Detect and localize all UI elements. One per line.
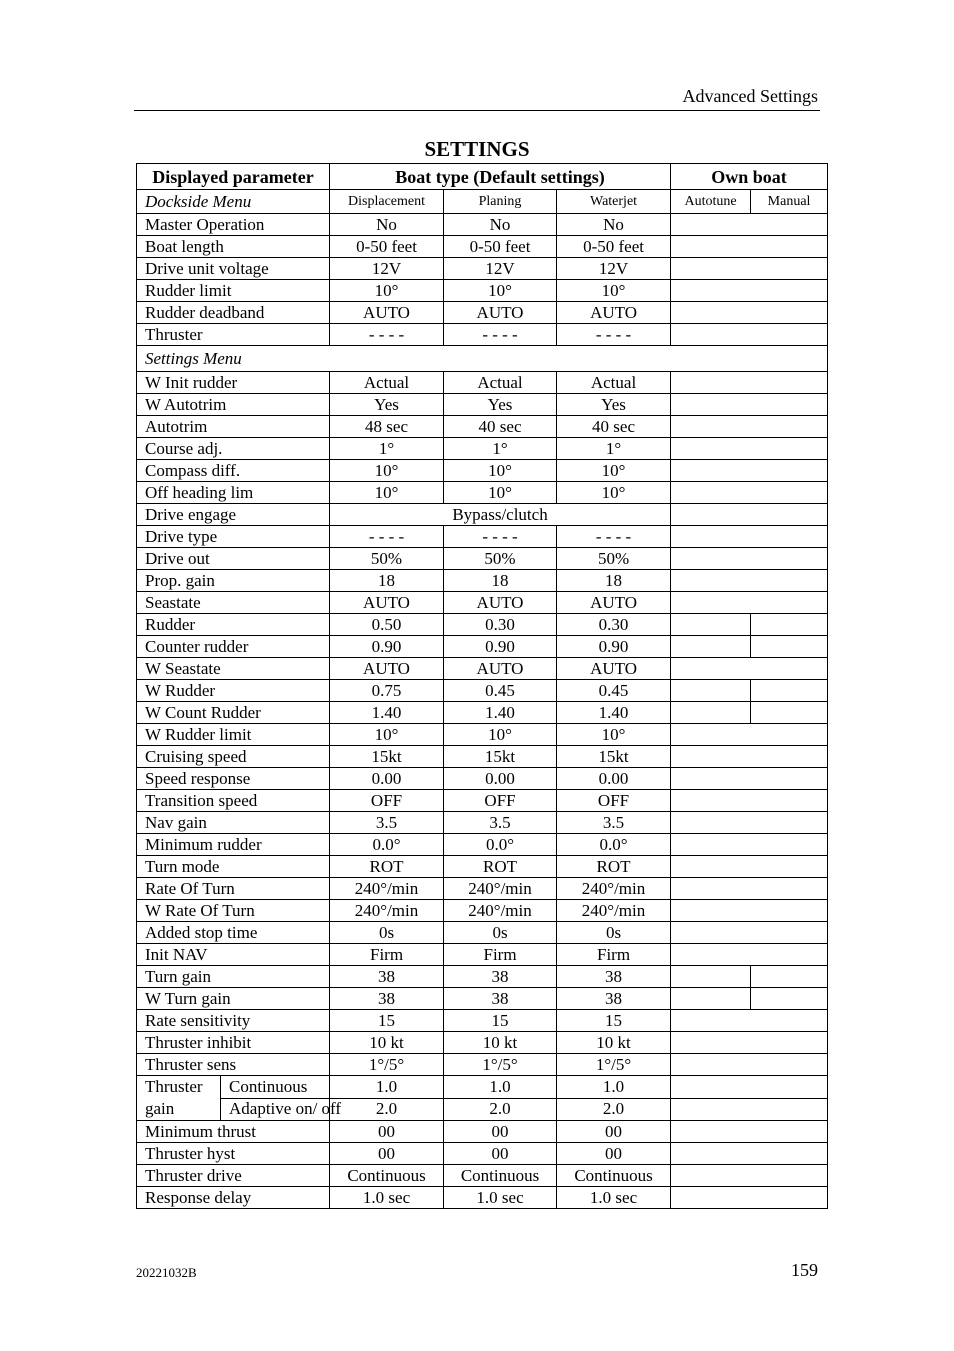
own-boat-cell [671,592,828,614]
page-title: SETTINGS [424,137,530,161]
value-planing: 10° [444,280,557,302]
own-boat-cell [671,570,828,592]
parameter-name: Rate sensitivity [137,1010,330,1032]
table-row [137,324,828,346]
parameter-name: Drive out [137,548,330,570]
parameter-name: Drive engage [137,504,330,526]
own-boat-cell [671,790,828,812]
own-boat-cell [671,658,828,680]
value-displacement: 48 sec [330,416,444,438]
header-own-boat: Own boat [671,164,828,190]
value-planing: ROT [444,856,557,878]
value-all-boat-types: Bypass/clutch [330,504,671,526]
table-row [137,1165,828,1187]
value-displacement: Firm [330,944,444,966]
value-planing: 1.40 [444,702,557,724]
own-boat-cell [671,768,828,790]
header-rule [134,110,820,111]
value-planing: AUTO [444,302,557,324]
value-planing: 18 [444,570,557,592]
table-row [137,966,828,988]
value-displacement: 240°/min [330,900,444,922]
value-displacement: 240°/min [330,878,444,900]
own-boat-cell [671,1032,828,1054]
value-waterjet: 0.00 [557,768,671,790]
value-waterjet: 50% [557,548,671,570]
value-waterjet: 0.30 [557,614,671,636]
own-boat-cell [671,394,828,416]
parameter-name: W Rudder [137,680,330,702]
running-header: Advanced Settings [682,86,818,106]
thruster-gain-label-line2: gain [145,1099,175,1118]
table-row [137,1076,828,1099]
parameter-name: Autotrim [137,416,330,438]
header-boat-type: Boat type (Default settings) [330,164,671,190]
value-displacement: 38 [330,966,444,988]
settings-table [136,163,828,1209]
value-displacement: AUTO [330,592,444,614]
value-displacement: 0.90 [330,636,444,658]
value-waterjet: 12V [557,258,671,280]
subheader-planing: Planing [444,190,557,214]
table-row [137,1032,828,1054]
own-boat-cell [671,438,828,460]
value-waterjet: AUTO [557,658,671,680]
parameter-name: Speed response [137,768,330,790]
parameter-name: Thruster sens [137,1054,330,1076]
table-row [137,394,828,416]
own-boat-cell [671,236,828,258]
settings-table-body [137,164,828,1209]
table-row [137,724,828,746]
value-displacement: 10° [330,724,444,746]
value-planing: 2.0 [444,1098,557,1121]
value-waterjet: 38 [557,966,671,988]
value-displacement: Continuous [330,1165,444,1187]
own-boat-cell [671,856,828,878]
parameter-name: Prop. gain [137,570,330,592]
parameter-name: Rudder [137,614,330,636]
own-boat-cell [671,548,828,570]
value-planing: 38 [444,988,557,1010]
value-planing: 15kt [444,746,557,768]
value-planing: 0s [444,922,557,944]
value-displacement: 0-50 feet [330,236,444,258]
dockside-menu-label: Dockside Menu [137,190,330,214]
value-waterjet: 0.0° [557,834,671,856]
thruster-gain-adaptive-label: Adaptive on/ off [221,1098,330,1121]
value-displacement: 3.5 [330,812,444,834]
own-boat-cell [671,834,828,856]
value-waterjet: 10 kt [557,1032,671,1054]
parameter-name: Counter rudder [137,636,330,658]
parameter-name: W Rate Of Turn [137,900,330,922]
table-row [137,856,828,878]
table-row [137,636,828,658]
own-boat-cell [671,416,828,438]
value-planing: Continuous [444,1165,557,1187]
value-waterjet: - - - - [557,324,671,346]
value-waterjet: 1.0 sec [557,1187,671,1209]
value-displacement: 10° [330,482,444,504]
table-row [137,988,828,1010]
value-displacement: 1°/5° [330,1054,444,1076]
parameter-name: Minimum thrust [137,1121,330,1143]
value-planing: 12V [444,258,557,280]
parameter-name: Compass diff. [137,460,330,482]
own-boat-manual-cell [751,966,828,988]
parameter-name: Boat length [137,236,330,258]
table-row [137,614,828,636]
own-boat-manual-cell [751,614,828,636]
own-boat-cell [671,746,828,768]
table-row [137,790,828,812]
value-waterjet: 10° [557,724,671,746]
value-planing: 10 kt [444,1032,557,1054]
value-displacement: ROT [330,856,444,878]
table-row [137,504,828,526]
value-planing: 50% [444,548,557,570]
table-row [137,372,828,394]
own-boat-cell [671,302,828,324]
table-row [137,526,828,548]
table-row [137,900,828,922]
value-planing: Actual [444,372,557,394]
value-planing: 00 [444,1121,557,1143]
table-row [137,302,828,324]
own-boat-cell [671,1076,828,1099]
value-waterjet: 1.40 [557,702,671,724]
value-waterjet: ROT [557,856,671,878]
value-waterjet: 0s [557,922,671,944]
parameter-name: Course adj. [137,438,330,460]
parameter-name: Nav gain [137,812,330,834]
own-boat-cell [671,482,828,504]
value-planing: 40 sec [444,416,557,438]
table-row [137,922,828,944]
own-boat-cell [671,1187,828,1209]
own-boat-cell [671,944,828,966]
value-displacement: 50% [330,548,444,570]
value-planing: 0-50 feet [444,236,557,258]
parameter-name: Turn mode [137,856,330,878]
table-row [137,1098,828,1121]
value-displacement: 38 [330,988,444,1010]
value-planing: Firm [444,944,557,966]
own-boat-cell [671,1098,828,1121]
table-row [137,658,828,680]
value-planing: 00 [444,1143,557,1165]
value-planing: 38 [444,966,557,988]
value-waterjet: 1.0 [557,1076,671,1099]
own-boat-cell [671,812,828,834]
value-planing: 0.90 [444,636,557,658]
parameter-name: W Init rudder [137,372,330,394]
value-planing: 240°/min [444,878,557,900]
own-boat-autotune-cell [671,614,751,636]
parameter-name: Added stop time [137,922,330,944]
parameter-name: Thruster inhibit [137,1032,330,1054]
table-row [137,702,828,724]
value-waterjet: 0-50 feet [557,236,671,258]
value-planing: 0.30 [444,614,557,636]
own-boat-cell [671,258,828,280]
parameter-name: Turn gain [137,966,330,988]
table-row [137,1143,828,1165]
value-displacement: 10 kt [330,1032,444,1054]
table-header-row [137,164,828,190]
value-displacement: 1° [330,438,444,460]
table-row [137,570,828,592]
own-boat-cell [671,214,828,236]
value-planing: 0.0° [444,834,557,856]
value-waterjet: OFF [557,790,671,812]
own-boat-cell [671,460,828,482]
value-displacement: 12V [330,258,444,280]
value-displacement: 0.50 [330,614,444,636]
value-planing: 1.0 [444,1076,557,1099]
own-boat-cell [671,504,828,526]
subheader-manual: Manual [751,190,828,214]
value-waterjet: 10° [557,280,671,302]
table-row [137,680,828,702]
own-boat-autotune-cell [671,680,751,702]
value-waterjet: 240°/min [557,878,671,900]
table-row [137,280,828,302]
settings-menu-label: Settings Menu [137,346,828,372]
own-boat-cell [671,878,828,900]
own-boat-cell [671,724,828,746]
value-displacement: AUTO [330,302,444,324]
value-displacement: 10° [330,280,444,302]
value-planing: 15 [444,1010,557,1032]
value-displacement: - - - - [330,526,444,548]
value-displacement: 0.75 [330,680,444,702]
value-waterjet: 1°/5° [557,1054,671,1076]
own-boat-cell [671,324,828,346]
own-boat-autotune-cell [671,636,751,658]
subheader-displacement: Displacement [330,190,444,214]
value-planing: - - - - [444,526,557,548]
parameter-name: Response delay [137,1187,330,1209]
own-boat-manual-cell [751,636,828,658]
own-boat-cell [671,1054,828,1076]
own-boat-cell [671,900,828,922]
parameter-name: W Autotrim [137,394,330,416]
value-waterjet: 3.5 [557,812,671,834]
parameter-name: Rate Of Turn [137,878,330,900]
table-row [137,214,828,236]
value-waterjet: 10° [557,482,671,504]
table-row [137,746,828,768]
value-planing: 0.00 [444,768,557,790]
table-row [137,592,828,614]
parameter-name: Thruster hyst [137,1143,330,1165]
value-waterjet: Continuous [557,1165,671,1187]
table-row [137,812,828,834]
own-boat-cell [671,280,828,302]
parameter-name: Rudder limit [137,280,330,302]
table-row [137,768,828,790]
value-planing: 3.5 [444,812,557,834]
value-waterjet: 0.45 [557,680,671,702]
value-planing: 0.45 [444,680,557,702]
value-displacement: - - - - [330,324,444,346]
own-boat-manual-cell [751,988,828,1010]
own-boat-cell [671,1121,828,1143]
value-displacement: Yes [330,394,444,416]
parameter-name: W Seastate [137,658,330,680]
dockside-menu-header-row [137,190,828,214]
value-displacement: Actual [330,372,444,394]
table-row [137,482,828,504]
own-boat-autotune-cell [671,966,751,988]
own-boat-cell [671,922,828,944]
parameter-name: Thruster [137,324,330,346]
own-boat-cell [671,1010,828,1032]
parameter-name: Cruising speed [137,746,330,768]
own-boat-manual-cell [751,680,828,702]
table-row [137,944,828,966]
table-row [137,460,828,482]
parameter-name: Drive unit voltage [137,258,330,280]
value-planing: 1.0 sec [444,1187,557,1209]
header-displayed-parameter: Displayed parameter [137,164,330,190]
value-waterjet: AUTO [557,302,671,324]
value-planing: 10° [444,482,557,504]
value-planing: 10° [444,460,557,482]
value-waterjet: 00 [557,1143,671,1165]
value-displacement: 1.0 [330,1076,444,1099]
parameter-name: W Rudder limit [137,724,330,746]
table-row [137,1010,828,1032]
table-row [137,236,828,258]
value-displacement: 15kt [330,746,444,768]
own-boat-autotune-cell [671,702,751,724]
own-boat-cell [671,526,828,548]
value-waterjet: 2.0 [557,1098,671,1121]
value-waterjet: 1° [557,438,671,460]
value-displacement: AUTO [330,658,444,680]
value-displacement: 2.0 [330,1098,444,1121]
parameter-name: W Count Rudder [137,702,330,724]
table-row [137,548,828,570]
parameter-name: Master Operation [137,214,330,236]
table-row [137,1187,828,1209]
thruster-gain-label-line1: Thruster [145,1077,203,1096]
thruster-gain-continuous-label: Continuous [221,1076,330,1099]
parameter-name: Off heading lim [137,482,330,504]
value-displacement: No [330,214,444,236]
value-displacement: 0s [330,922,444,944]
own-boat-cell [671,1165,828,1187]
settings-menu-header-row [137,346,828,372]
subheader-autotune: Autotune [671,190,751,214]
value-planing: AUTO [444,658,557,680]
value-displacement: 15 [330,1010,444,1032]
parameter-name: Thruster drive [137,1165,330,1187]
value-waterjet: Firm [557,944,671,966]
value-waterjet: No [557,214,671,236]
value-planing: AUTO [444,592,557,614]
value-planing: OFF [444,790,557,812]
own-boat-cell [671,1143,828,1165]
table-row [137,1121,828,1143]
parameter-name: W Turn gain [137,988,330,1010]
subheader-waterjet: Waterjet [557,190,671,214]
table-row [137,438,828,460]
value-displacement: OFF [330,790,444,812]
table-row [137,258,828,280]
table-row [137,416,828,438]
value-waterjet: 18 [557,570,671,592]
value-waterjet: 0.90 [557,636,671,658]
value-displacement: 18 [330,570,444,592]
value-planing: No [444,214,557,236]
parameter-name: Rudder deadband [137,302,330,324]
value-displacement: 00 [330,1121,444,1143]
value-displacement: 10° [330,460,444,482]
document-code: 20221032B [136,1265,197,1280]
table-row [137,878,828,900]
value-waterjet: 38 [557,988,671,1010]
value-waterjet: - - - - [557,526,671,548]
parameter-name: Drive type [137,526,330,548]
value-planing: 1°/5° [444,1054,557,1076]
value-displacement: 0.00 [330,768,444,790]
parameter-name: Init NAV [137,944,330,966]
own-boat-cell [671,372,828,394]
thruster-gain-label [137,1076,221,1121]
value-planing: 1° [444,438,557,460]
value-waterjet: Yes [557,394,671,416]
value-waterjet: 15 [557,1010,671,1032]
parameter-name: Minimum rudder [137,834,330,856]
value-waterjet: 240°/min [557,900,671,922]
value-displacement: 1.0 sec [330,1187,444,1209]
value-waterjet: 40 sec [557,416,671,438]
table-row [137,1054,828,1076]
value-displacement: 0.0° [330,834,444,856]
value-waterjet: 00 [557,1121,671,1143]
table-row [137,834,828,856]
value-planing: - - - - [444,324,557,346]
value-displacement: 1.40 [330,702,444,724]
value-planing: 10° [444,724,557,746]
value-planing: Yes [444,394,557,416]
value-waterjet: 10° [557,460,671,482]
parameter-name: Seastate [137,592,330,614]
page-number: 159 [791,1260,818,1280]
value-waterjet: AUTO [557,592,671,614]
value-planing: 240°/min [444,900,557,922]
value-displacement: 00 [330,1143,444,1165]
value-waterjet: 15kt [557,746,671,768]
parameter-name: Transition speed [137,790,330,812]
value-waterjet: Actual [557,372,671,394]
own-boat-manual-cell [751,702,828,724]
own-boat-autotune-cell [671,988,751,1010]
